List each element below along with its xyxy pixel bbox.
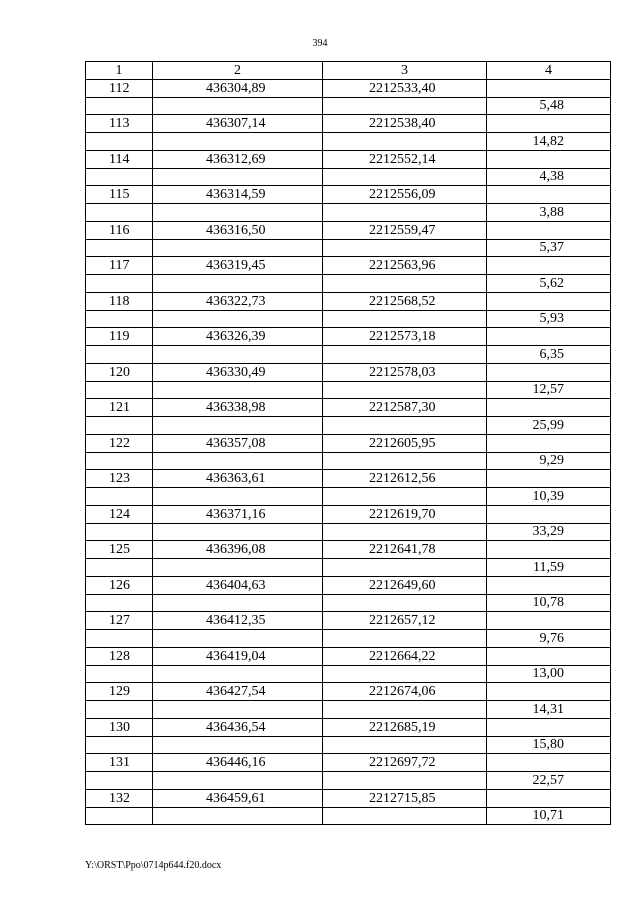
empty-cell — [323, 594, 487, 612]
empty-cell — [153, 807, 323, 825]
distance-row — [86, 381, 611, 399]
distance-row — [86, 310, 611, 328]
distance-cell: 5,37 — [487, 239, 611, 257]
empty-cell — [487, 221, 611, 239]
distance-row — [86, 488, 611, 506]
empty-cell — [86, 594, 153, 612]
x-coordinate-cell: 436459,61 — [153, 789, 323, 807]
empty-cell — [487, 470, 611, 488]
empty-cell — [487, 115, 611, 133]
empty-cell — [323, 701, 487, 719]
empty-cell — [487, 186, 611, 204]
empty-cell — [487, 683, 611, 701]
empty-cell — [153, 275, 323, 293]
y-coordinate-cell: 2212641,78 — [323, 541, 487, 559]
empty-cell — [86, 452, 153, 470]
distance-row — [86, 772, 611, 790]
empty-cell — [86, 701, 153, 719]
empty-cell — [86, 97, 153, 115]
x-coordinate-cell: 436312,69 — [153, 150, 323, 168]
x-coordinate-cell: 436436,54 — [153, 718, 323, 736]
footer-file-path: Y:\ORST\Ppo\0714p644.f20.docx — [85, 860, 222, 871]
x-coordinate-cell: 436446,16 — [153, 754, 323, 772]
empty-cell — [153, 559, 323, 577]
point-number-cell: 125 — [86, 541, 153, 559]
distance-cell: 5,93 — [487, 310, 611, 328]
point-row — [86, 754, 611, 772]
empty-cell — [487, 505, 611, 523]
point-row — [86, 115, 611, 133]
distance-row — [86, 594, 611, 612]
empty-cell — [487, 718, 611, 736]
empty-cell — [153, 594, 323, 612]
distance-row — [86, 452, 611, 470]
empty-cell — [487, 257, 611, 275]
point-number-cell: 132 — [86, 789, 153, 807]
empty-cell — [323, 736, 487, 754]
empty-cell — [323, 452, 487, 470]
y-coordinate-cell: 2212605,95 — [323, 434, 487, 452]
y-coordinate-cell: 2212568,52 — [323, 292, 487, 310]
point-number-cell: 119 — [86, 328, 153, 346]
y-coordinate-cell: 2212573,18 — [323, 328, 487, 346]
distance-cell: 25,99 — [487, 417, 611, 435]
empty-cell — [487, 434, 611, 452]
empty-cell — [153, 452, 323, 470]
point-number-cell: 112 — [86, 79, 153, 97]
point-number-cell: 127 — [86, 612, 153, 630]
distance-row — [86, 701, 611, 719]
y-coordinate-cell: 2212578,03 — [323, 363, 487, 381]
point-row — [86, 328, 611, 346]
point-row — [86, 505, 611, 523]
empty-cell — [487, 363, 611, 381]
point-number-cell: 113 — [86, 115, 153, 133]
empty-cell — [323, 168, 487, 186]
y-coordinate-cell: 2212552,14 — [323, 150, 487, 168]
point-number-cell: 120 — [86, 363, 153, 381]
empty-cell — [86, 346, 153, 364]
y-coordinate-cell: 2212649,60 — [323, 576, 487, 594]
point-row — [86, 718, 611, 736]
empty-cell — [487, 150, 611, 168]
distance-cell: 15,80 — [487, 736, 611, 754]
x-coordinate-cell: 436371,16 — [153, 505, 323, 523]
distance-cell: 9,29 — [487, 452, 611, 470]
coordinates-table-body — [86, 62, 611, 825]
empty-cell — [323, 239, 487, 257]
point-row — [86, 470, 611, 488]
distance-cell: 5,62 — [487, 275, 611, 293]
empty-cell — [323, 807, 487, 825]
empty-cell — [323, 559, 487, 577]
empty-cell — [86, 630, 153, 648]
empty-cell — [86, 275, 153, 293]
distance-cell: 11,59 — [487, 559, 611, 577]
distance-cell: 4,38 — [487, 168, 611, 186]
header-cell-3: 3 — [323, 62, 487, 80]
empty-cell — [86, 772, 153, 790]
distance-cell: 3,88 — [487, 204, 611, 222]
empty-cell — [153, 204, 323, 222]
empty-cell — [487, 399, 611, 417]
empty-cell — [323, 310, 487, 328]
distance-cell: 12,57 — [487, 381, 611, 399]
empty-cell — [487, 647, 611, 665]
distance-row — [86, 736, 611, 754]
distance-cell: 13,00 — [487, 665, 611, 683]
empty-cell — [487, 576, 611, 594]
y-coordinate-cell: 2212556,09 — [323, 186, 487, 204]
point-row — [86, 257, 611, 275]
distance-cell: 10,71 — [487, 807, 611, 825]
empty-cell — [153, 381, 323, 399]
distance-row — [86, 168, 611, 186]
point-number-cell: 114 — [86, 150, 153, 168]
x-coordinate-cell: 436419,04 — [153, 647, 323, 665]
y-coordinate-cell: 2212587,30 — [323, 399, 487, 417]
empty-cell — [487, 612, 611, 630]
empty-cell — [323, 97, 487, 115]
x-coordinate-cell: 436304,89 — [153, 79, 323, 97]
distance-row — [86, 275, 611, 293]
point-number-cell: 118 — [86, 292, 153, 310]
distance-row — [86, 559, 611, 577]
y-coordinate-cell: 2212612,56 — [323, 470, 487, 488]
empty-cell — [86, 204, 153, 222]
y-coordinate-cell: 2212685,19 — [323, 718, 487, 736]
distance-row — [86, 133, 611, 151]
x-coordinate-cell: 436427,54 — [153, 683, 323, 701]
point-row — [86, 399, 611, 417]
y-coordinate-cell: 2212715,85 — [323, 789, 487, 807]
empty-cell — [153, 133, 323, 151]
empty-cell — [86, 239, 153, 257]
point-row — [86, 79, 611, 97]
y-coordinate-cell: 2212559,47 — [323, 221, 487, 239]
x-coordinate-cell: 436330,49 — [153, 363, 323, 381]
header-cell-2: 2 — [153, 62, 323, 80]
empty-cell — [153, 736, 323, 754]
point-number-cell: 123 — [86, 470, 153, 488]
empty-cell — [153, 97, 323, 115]
empty-cell — [86, 417, 153, 435]
point-row — [86, 292, 611, 310]
empty-cell — [153, 310, 323, 328]
empty-cell — [323, 381, 487, 399]
empty-cell — [153, 701, 323, 719]
empty-cell — [153, 417, 323, 435]
distance-cell: 5,48 — [487, 97, 611, 115]
point-number-cell: 128 — [86, 647, 153, 665]
point-row — [86, 683, 611, 701]
empty-cell — [153, 239, 323, 257]
point-row — [86, 434, 611, 452]
distance-cell: 22,57 — [487, 772, 611, 790]
header-cell-4: 4 — [487, 62, 611, 80]
y-coordinate-cell: 2212619,70 — [323, 505, 487, 523]
empty-cell — [86, 736, 153, 754]
empty-cell — [487, 754, 611, 772]
empty-cell — [323, 523, 487, 541]
distance-row — [86, 630, 611, 648]
point-row — [86, 186, 611, 204]
empty-cell — [153, 772, 323, 790]
empty-cell — [487, 789, 611, 807]
empty-cell — [323, 488, 487, 506]
empty-cell — [153, 488, 323, 506]
point-row — [86, 647, 611, 665]
point-row — [86, 541, 611, 559]
x-coordinate-cell: 436326,39 — [153, 328, 323, 346]
x-coordinate-cell: 436396,08 — [153, 541, 323, 559]
header-cell-1: 1 — [86, 62, 153, 80]
empty-cell — [86, 168, 153, 186]
x-coordinate-cell: 436412,35 — [153, 612, 323, 630]
empty-cell — [323, 275, 487, 293]
distance-row — [86, 417, 611, 435]
header-row — [86, 62, 611, 80]
point-number-cell: 121 — [86, 399, 153, 417]
x-coordinate-cell: 436319,45 — [153, 257, 323, 275]
y-coordinate-cell: 2212674,06 — [323, 683, 487, 701]
empty-cell — [86, 133, 153, 151]
distance-cell: 14,82 — [487, 133, 611, 151]
empty-cell — [323, 346, 487, 364]
y-coordinate-cell: 2212533,40 — [323, 79, 487, 97]
x-coordinate-cell: 436357,08 — [153, 434, 323, 452]
point-number-cell: 122 — [86, 434, 153, 452]
point-number-cell: 130 — [86, 718, 153, 736]
empty-cell — [86, 559, 153, 577]
empty-cell — [153, 346, 323, 364]
point-row — [86, 221, 611, 239]
distance-cell: 9,76 — [487, 630, 611, 648]
empty-cell — [323, 133, 487, 151]
empty-cell — [153, 630, 323, 648]
distance-row — [86, 523, 611, 541]
empty-cell — [86, 807, 153, 825]
point-number-cell: 115 — [86, 186, 153, 204]
point-row — [86, 576, 611, 594]
x-coordinate-cell: 436307,14 — [153, 115, 323, 133]
point-row — [86, 150, 611, 168]
point-number-cell: 117 — [86, 257, 153, 275]
page-number: 394 — [312, 38, 328, 49]
empty-cell — [323, 204, 487, 222]
x-coordinate-cell: 436314,59 — [153, 186, 323, 204]
point-row — [86, 789, 611, 807]
point-number-cell: 116 — [86, 221, 153, 239]
x-coordinate-cell: 436404,63 — [153, 576, 323, 594]
distance-cell: 33,29 — [487, 523, 611, 541]
empty-cell — [323, 665, 487, 683]
empty-cell — [487, 328, 611, 346]
x-coordinate-cell: 436316,50 — [153, 221, 323, 239]
coordinates-table — [85, 61, 611, 825]
point-row — [86, 612, 611, 630]
empty-cell — [323, 630, 487, 648]
x-coordinate-cell: 436363,61 — [153, 470, 323, 488]
y-coordinate-cell: 2212563,96 — [323, 257, 487, 275]
x-coordinate-cell: 436338,98 — [153, 399, 323, 417]
y-coordinate-cell: 2212657,12 — [323, 612, 487, 630]
distance-row — [86, 665, 611, 683]
empty-cell — [487, 541, 611, 559]
empty-cell — [153, 168, 323, 186]
empty-cell — [323, 772, 487, 790]
empty-cell — [86, 381, 153, 399]
point-number-cell: 131 — [86, 754, 153, 772]
empty-cell — [487, 292, 611, 310]
y-coordinate-cell: 2212664,22 — [323, 647, 487, 665]
empty-cell — [487, 79, 611, 97]
point-number-cell: 126 — [86, 576, 153, 594]
empty-cell — [153, 523, 323, 541]
point-row — [86, 363, 611, 381]
empty-cell — [86, 488, 153, 506]
empty-cell — [153, 665, 323, 683]
distance-row — [86, 807, 611, 825]
distance-row — [86, 346, 611, 364]
empty-cell — [86, 310, 153, 328]
distance-cell: 10,39 — [487, 488, 611, 506]
distance-cell: 10,78 — [487, 594, 611, 612]
point-number-cell: 124 — [86, 505, 153, 523]
distance-row — [86, 239, 611, 257]
empty-cell — [86, 523, 153, 541]
distance-cell: 14,31 — [487, 701, 611, 719]
distance-row — [86, 204, 611, 222]
y-coordinate-cell: 2212538,40 — [323, 115, 487, 133]
distance-row — [86, 97, 611, 115]
empty-cell — [323, 417, 487, 435]
x-coordinate-cell: 436322,73 — [153, 292, 323, 310]
empty-cell — [86, 665, 153, 683]
distance-cell: 6,35 — [487, 346, 611, 364]
point-number-cell: 129 — [86, 683, 153, 701]
y-coordinate-cell: 2212697,72 — [323, 754, 487, 772]
